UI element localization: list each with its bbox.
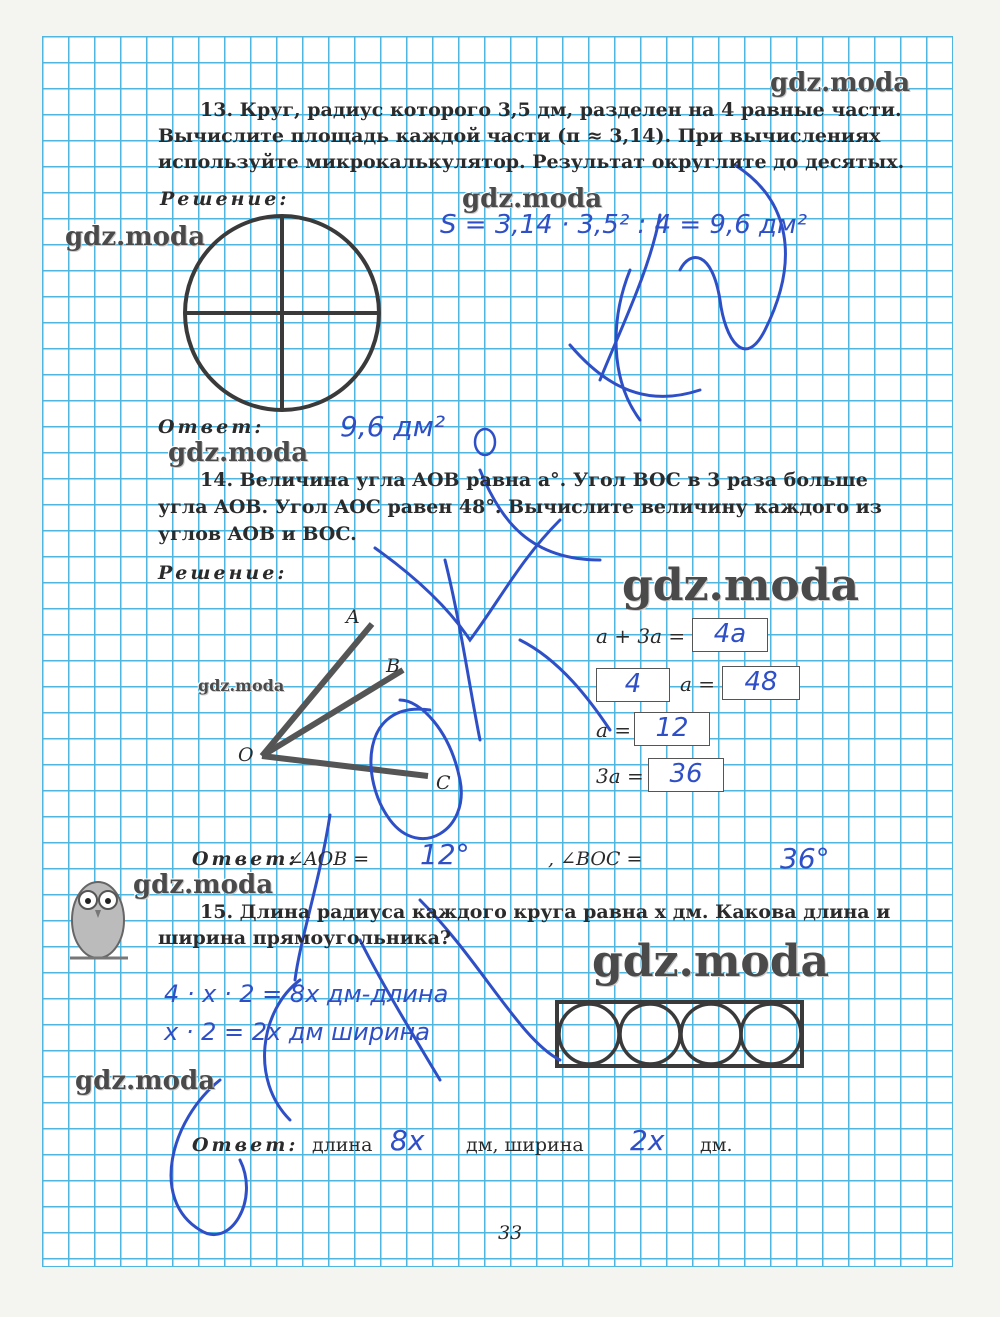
watermark: gdz.moda: [75, 1066, 216, 1096]
page-number: 33: [498, 1222, 523, 1244]
owl-icon: [70, 882, 128, 958]
task13-handwritten-solution: S = 3,14 · 3,5² : 4 = 9,6 дм²: [440, 210, 808, 240]
task15-line2: ширина прямоугольника?: [158, 927, 452, 949]
answer-unit2: дм.: [700, 1134, 733, 1156]
point-c-label: C: [436, 772, 451, 794]
answer-length-value: 8x: [390, 1124, 425, 1157]
equation1-value: 4a: [713, 619, 747, 649]
task13-solution-label: Решение:: [160, 188, 290, 210]
answer-width-value: 2x: [630, 1124, 665, 1157]
watermark: gdz.moda: [462, 184, 603, 214]
pen-circle-mark: [475, 429, 495, 455]
task13-line2: Вычислите площадь каждой части (π ≈ 3,14). При вычислениях: [158, 125, 881, 147]
equation4-left: 3a =: [596, 764, 644, 788]
answer-boc-label: , ∠BOC =: [548, 848, 643, 870]
task14-solution-label: Решение:: [158, 562, 288, 584]
task15-handwritten-line2: x · 2 = 2x дм ширина: [164, 1018, 430, 1046]
point-o-label: O: [238, 744, 254, 766]
rectangle-with-circles: [557, 1002, 802, 1066]
task15-handwritten-line1: 4 · x · 2 = 8x дм-длина: [164, 980, 449, 1008]
equation1-left: a + 3a =: [596, 624, 686, 648]
watermark: gdz.moda: [622, 560, 860, 611]
answer-length-label: длина: [312, 1134, 373, 1156]
answer-aob-label: ∠AOB =: [288, 848, 370, 870]
watermark: gdz.moda: [770, 68, 911, 98]
answer-boc-value: 36°: [780, 842, 830, 875]
task14-answer-label: Ответ:: [192, 848, 299, 870]
equation3-left: a =: [596, 718, 632, 742]
task13-line3: используйте микрокалькулятор. Результат округлите до десятых.: [158, 151, 905, 173]
equation2-value1: 4: [624, 669, 642, 699]
equation3-box: [634, 712, 710, 746]
watermark: gdz.moda: [198, 676, 285, 695]
pen-scribbles: [171, 165, 785, 1235]
watermark: gdz.moda: [65, 222, 206, 252]
equation1-box: [692, 618, 768, 652]
equation2-mid: a =: [680, 672, 716, 696]
task14-line2: угла AOB. Угол AOC равен 48°. Вычислите величину каждого из: [158, 496, 882, 518]
task15-line1: 15. Длина радиуса каждого круга равна x дм. Какова длина и: [200, 901, 891, 923]
task13-line1: 13. Круг, радиус которого 3,5 дм, разделен на 4 равные части.: [200, 99, 902, 121]
equation4-box: [648, 758, 724, 792]
point-a-label: A: [346, 606, 360, 628]
equation2-box1: [596, 668, 670, 702]
task14-line1: 14. Величина угла AOB равна a°. Угол BOC в 3 раза больше: [200, 469, 868, 491]
task13-answer-label: Ответ:: [158, 416, 265, 438]
equation2-box2: [722, 666, 800, 700]
equation4-value: 36: [669, 759, 703, 789]
equation2-value2: 48: [744, 667, 778, 697]
answer-unit1: дм, ширина: [466, 1134, 584, 1156]
divided-circle: [185, 216, 379, 410]
answer-aob-value: 12°: [420, 838, 470, 871]
task14-line3: углов AOB и BOC.: [158, 523, 357, 545]
watermark: gdz.moda: [133, 870, 274, 900]
watermark: gdz.moda: [592, 936, 830, 987]
task15-answer-label: Ответ:: [192, 1134, 299, 1156]
equation3-value: 12: [655, 713, 689, 743]
watermark: gdz.moda: [168, 438, 309, 468]
task13-handwritten-answer: 9,6 дм²: [340, 410, 446, 443]
point-b-label: B: [386, 655, 400, 677]
